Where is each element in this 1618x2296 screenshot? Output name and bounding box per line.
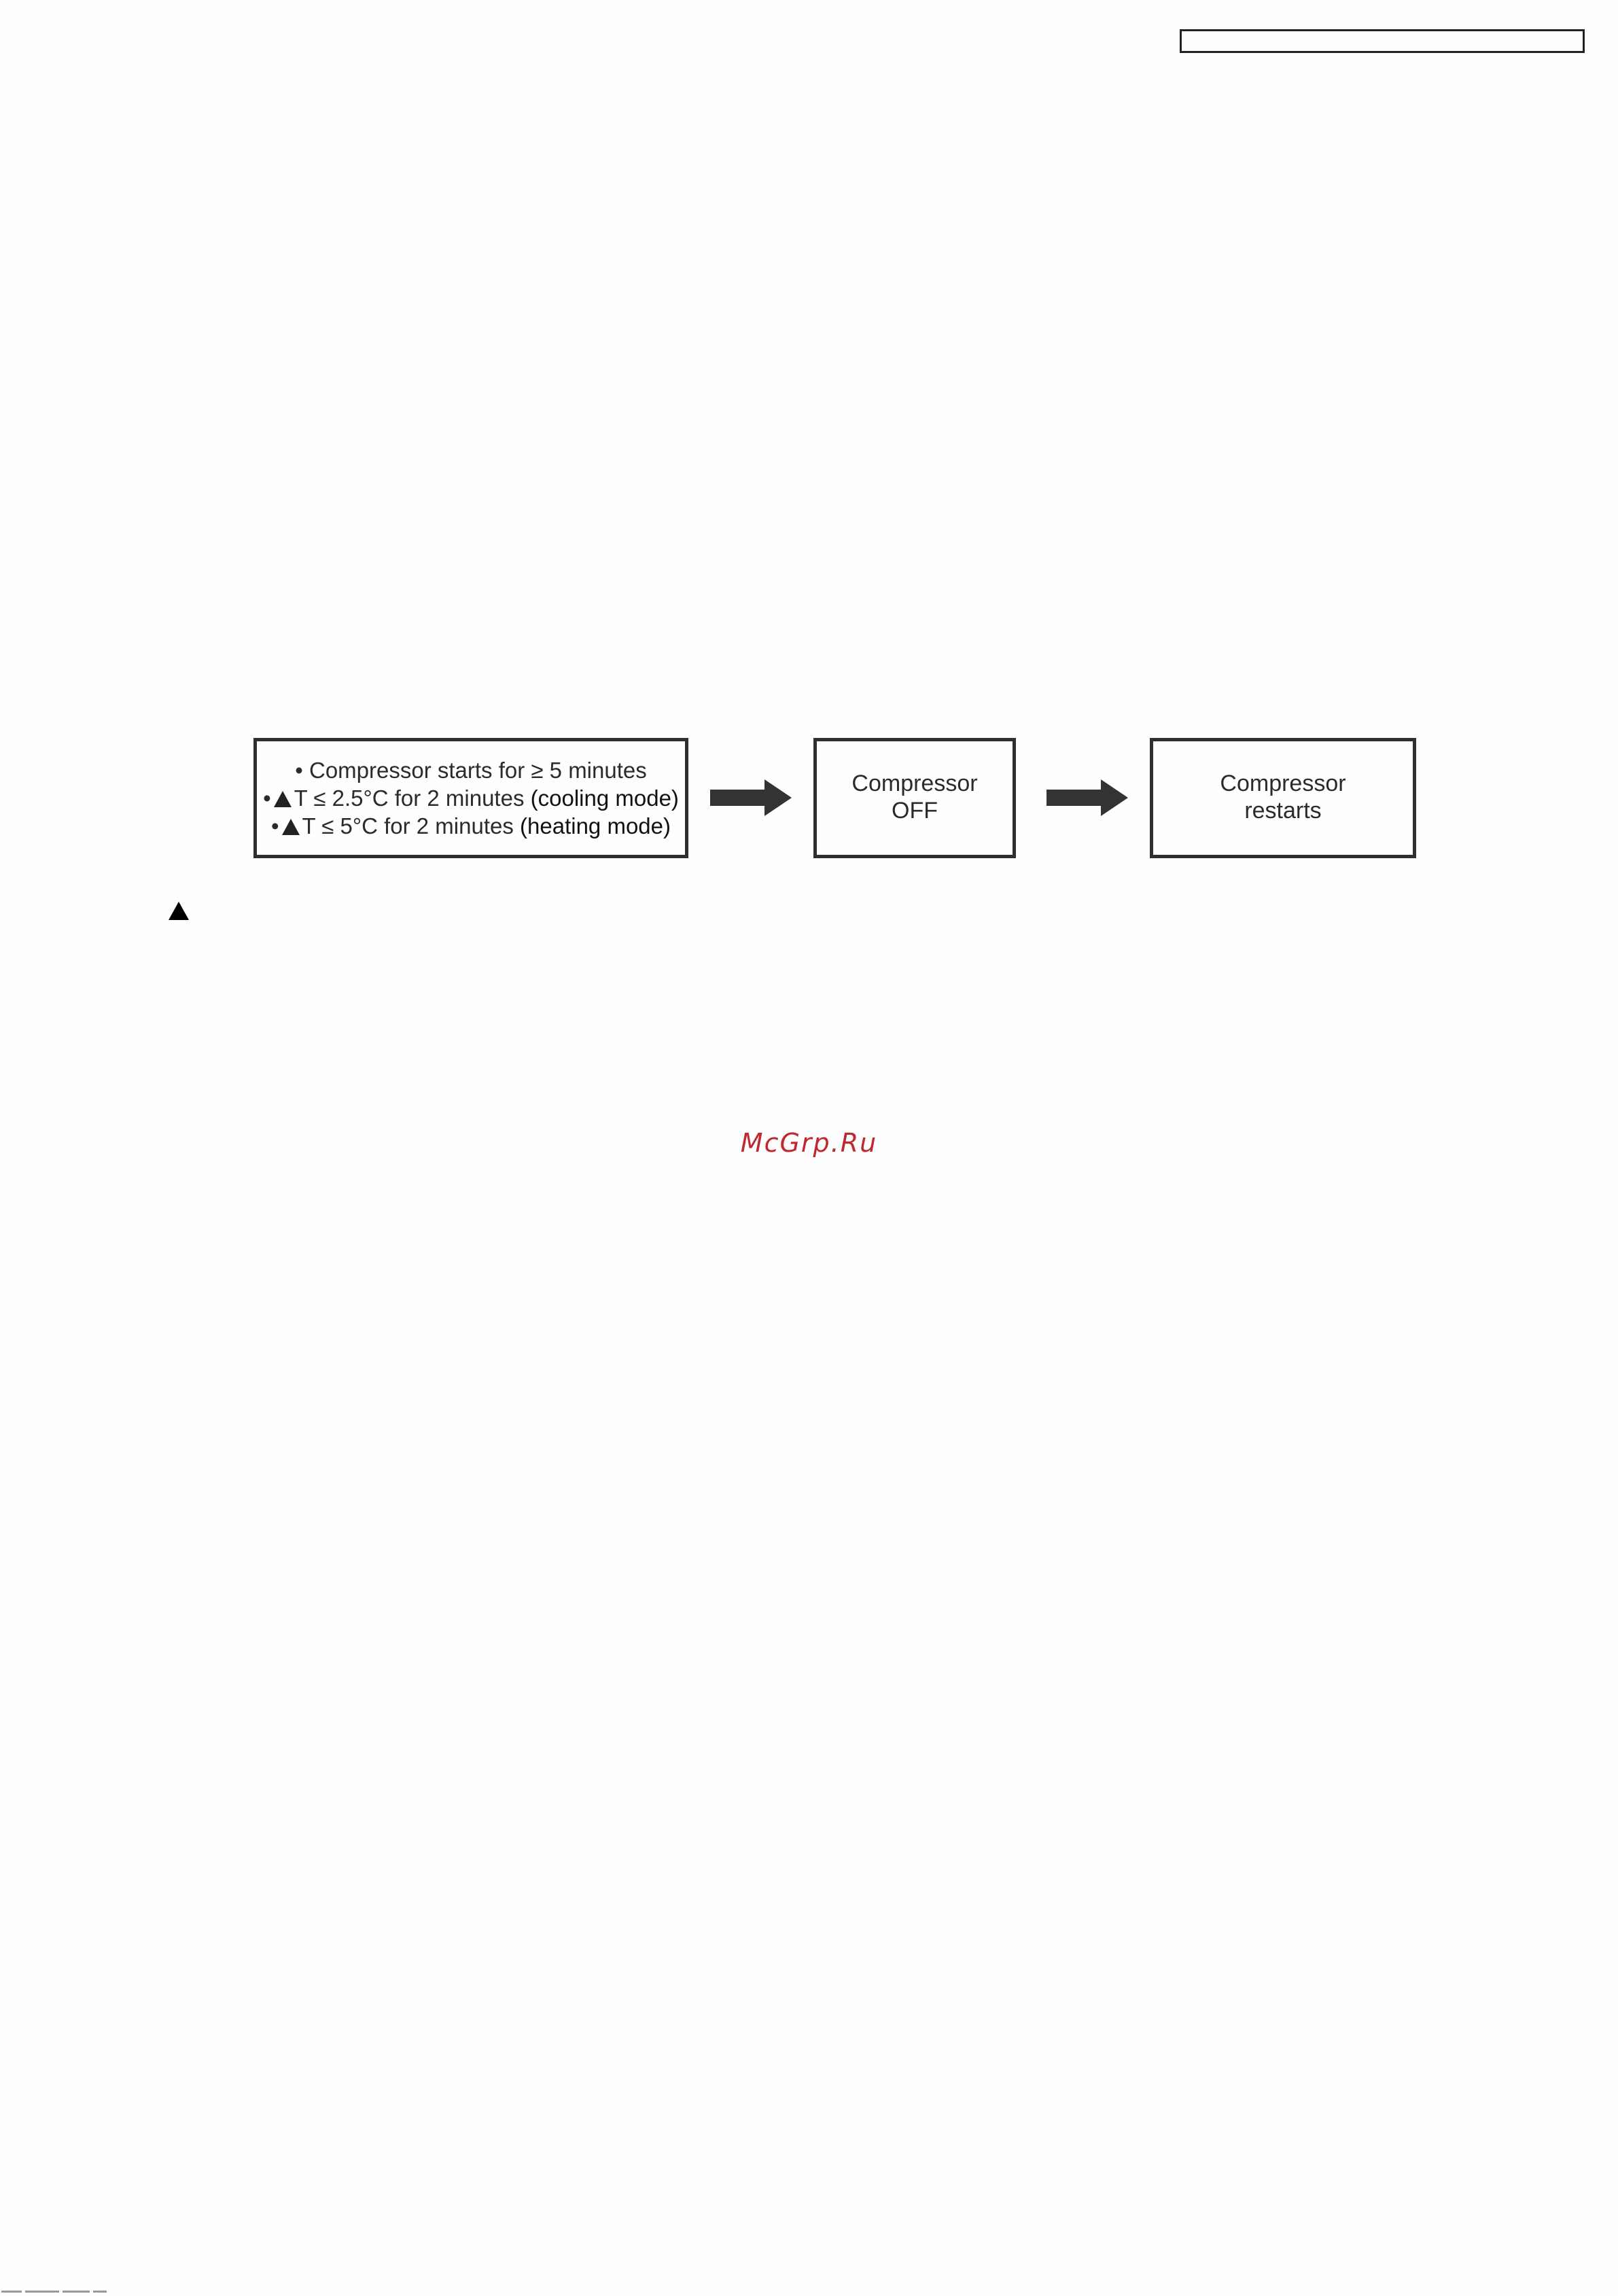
delta-icon <box>282 819 300 835</box>
label-line: restarts <box>1244 798 1322 824</box>
box-label <box>1153 770 1413 824</box>
label-line: OFF <box>892 798 938 824</box>
label-line: Compressor <box>851 771 978 796</box>
condition-box <box>253 738 688 858</box>
mode-label: (heating mode) <box>520 813 671 838</box>
mode-label: (cooling mode) <box>530 785 679 811</box>
bullet: • <box>295 758 303 783</box>
delta-note-icon <box>169 902 189 920</box>
condition-line-3 <box>257 812 685 840</box>
label-line: Compressor <box>1220 771 1346 796</box>
condition-text: Compressor starts for ≥ 5 minutes <box>309 758 647 783</box>
condition-line-1 <box>257 756 685 784</box>
bullet: • <box>263 785 271 811</box>
watermark: McGrp.Ru <box>740 1128 878 1158</box>
condition-text: T ≤ 2.5°C for 2 minutes <box>294 785 525 811</box>
right-arrow-icon <box>710 779 792 816</box>
box-label <box>817 770 1013 824</box>
compressor-restart-box <box>1150 738 1416 858</box>
delta-icon <box>274 791 292 807</box>
condition-line-2 <box>257 784 685 812</box>
right-arrow-icon <box>1047 779 1128 816</box>
compressor-off-box <box>813 738 1016 858</box>
bullet: • <box>270 813 279 838</box>
footer-mark <box>1 2284 137 2288</box>
condition-text: T ≤ 5°C for 2 minutes <box>302 813 514 838</box>
header-box <box>1180 29 1585 53</box>
